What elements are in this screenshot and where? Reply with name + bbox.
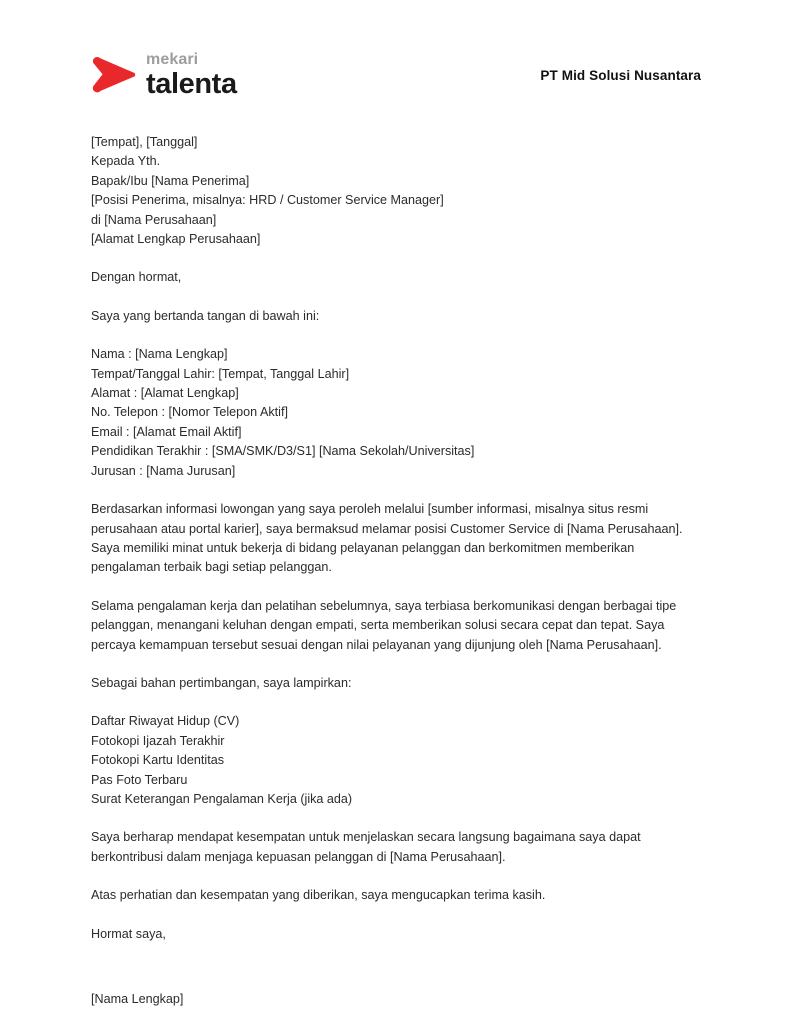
personal-data-line: No. Telepon : [Nomor Telepon Aktif] — [91, 405, 288, 420]
attachments-intro: Sebagai bahan pertimbangan, saya lampirkan: — [91, 675, 352, 690]
spacer — [91, 809, 703, 828]
recipient-block — [91, 133, 703, 249]
logo-word-talenta: talenta — [146, 67, 237, 100]
recipient-line: [Alamat Lengkap Perusahaan] — [91, 232, 261, 247]
company-name: PT Mid Solusi Nusantara — [540, 67, 701, 83]
attachment-item: Daftar Riwayat Hidup (CV) — [91, 714, 240, 729]
spacer — [91, 578, 703, 597]
spacer — [91, 481, 703, 500]
chevron-right-mark-icon — [91, 55, 137, 95]
logo-wordmark — [146, 52, 237, 99]
recipient-line: [Tempat], [Tanggal] — [91, 135, 198, 149]
closing: Hormat saya, — [91, 926, 166, 941]
body-paragraph-2: Selama pengalaman kerja dan pelatihan sebelumnya, saya terbiasa berkomunikasi dengan berbagai tipe pelanggan, menangani keluhan dengan empati, serta memberikan solusi secara cepat dan tepat. Saya percaya kemampuan tersebut sesuai dengan nilai pelayanan yang dijunjung oleh [Nama Perusahaan]. — [91, 598, 677, 652]
letter-body — [91, 133, 703, 1009]
personal-data-block — [91, 345, 703, 481]
personal-data-line: Pendidikan Terakhir : [SMA/SMK/D3/S1] [Nama Sekolah/Universitas] — [91, 444, 475, 459]
attachments-list — [91, 712, 703, 809]
recipient-line: Kepada Yth. — [91, 154, 161, 169]
attachment-item: Pas Foto Terbaru — [91, 772, 188, 787]
spacer — [91, 249, 703, 268]
personal-data-line: Nama : [Nama Lengkap] — [91, 347, 228, 362]
body-paragraph-3: Saya berharap mendapat kesempatan untuk menjelaskan secara langsung bagaimana saya dapat berkontribusi dalam menjaga kepuasan pelanggan di [Nama Perusahaan]. — [91, 830, 641, 864]
recipient-line: Bapak/Ibu [Nama Penerima] — [91, 173, 250, 188]
spacer — [91, 867, 703, 886]
letter-header — [91, 44, 701, 106]
signature-name: [Nama Lengkap] — [91, 992, 184, 1006]
spacer — [91, 693, 703, 712]
intro-line: Saya yang bertanda tangan di bawah ini: — [91, 308, 320, 323]
salutation: Dengan hormat, — [91, 270, 182, 285]
personal-data-line: Email : [Alamat Email Aktif] — [91, 424, 242, 439]
attachment-item: Fotokopi Kartu Identitas — [91, 753, 225, 768]
mekari-talenta-logo — [91, 52, 237, 99]
spacer — [91, 326, 703, 345]
body-paragraph-1: Berdasarkan informasi lowongan yang saya peroleh melalui [sumber informasi, misalnya situs resmi perusahaan atau portal karier], saya bermaksud melamar posisi Customer Service di [Nama Perusahaan]. Saya memiliki minat untuk bekerja di bidang pelayanan pelanggan dan berkomitmen memberikan pengalaman terbaik bagi setiap pelanggan. — [91, 502, 683, 575]
signature-space — [91, 944, 703, 990]
attachment-item: Surat Keterangan Pengalaman Kerja (jika ada) — [91, 791, 353, 806]
personal-data-line: Tempat/Tanggal Lahir: [Tempat, Tanggal Lahir] — [91, 366, 350, 381]
spacer — [91, 288, 703, 307]
personal-data-line: Alamat : [Alamat Lengkap] — [91, 386, 239, 401]
recipient-line: [Posisi Penerima, misalnya: HRD / Customer Service Manager] — [91, 193, 444, 208]
attachment-item: Fotokopi Ijazah Terakhir — [91, 733, 225, 748]
body-paragraph-4: Atas perhatian dan kesempatan yang diberikan, saya mengucapkan terima kasih. — [91, 888, 546, 903]
logo-word-mekari: mekari — [146, 50, 199, 68]
recipient-line: di [Nama Perusahaan] — [91, 212, 217, 227]
spacer — [91, 655, 703, 674]
personal-data-line: Jurusan : [Nama Jurusan] — [91, 463, 236, 478]
spacer — [91, 906, 703, 925]
